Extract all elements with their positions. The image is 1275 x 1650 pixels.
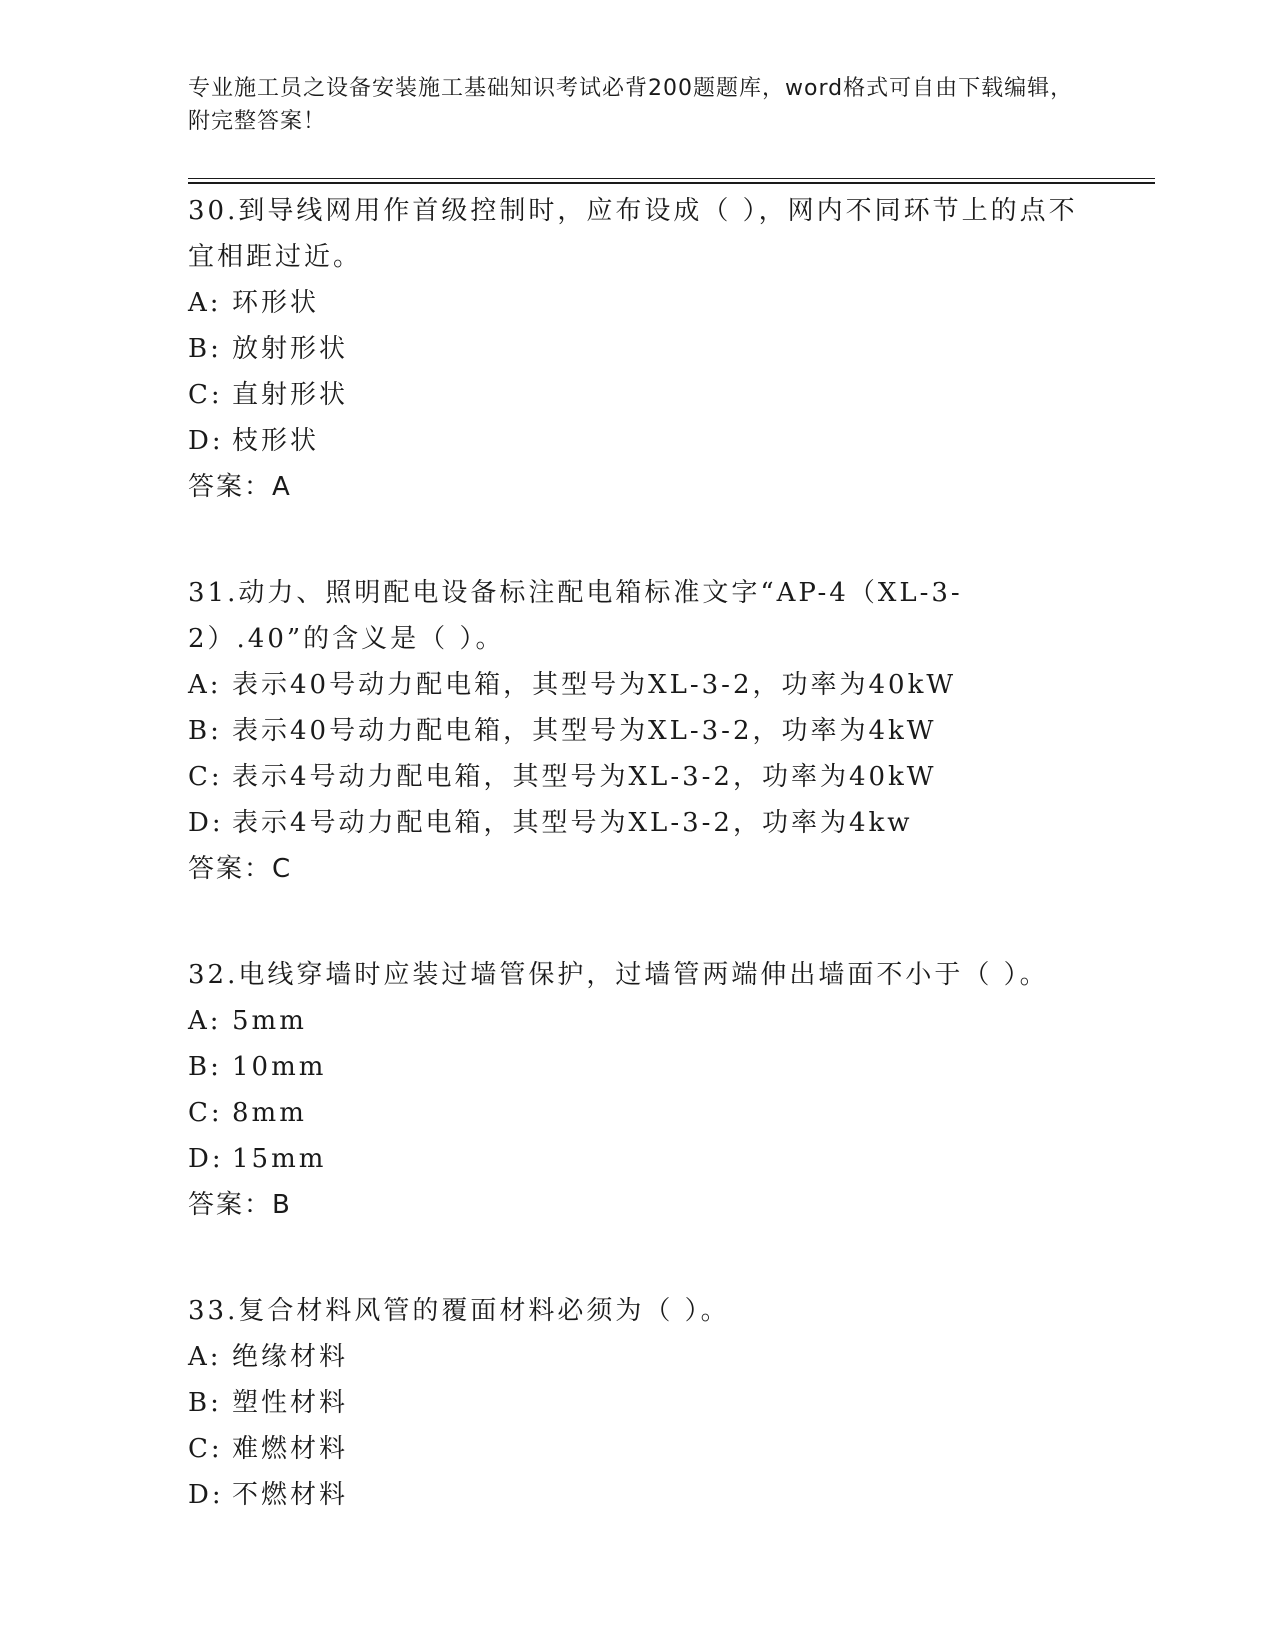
option-text: 不燃材料 (232, 1480, 349, 1510)
option-text: 8mm (232, 1098, 307, 1128)
option-text: 难燃材料 (232, 1434, 349, 1464)
question-list (188, 188, 1088, 1578)
option-d (188, 1136, 1088, 1182)
option-text: 放射形状 (232, 334, 349, 364)
answer-line: 答案：C (188, 854, 293, 884)
question-stem: 30.到导线网用作首级控制时，应布设成（ ），网内不同环节上的点不宜相距过近。 (188, 196, 1078, 272)
question-33 (188, 1288, 1088, 1518)
answer-line: 答案：B (188, 1190, 292, 1220)
option-a (188, 998, 1088, 1044)
question-31 (188, 570, 1088, 892)
option-text: 环形状 (232, 288, 320, 318)
option-letter: D: (188, 426, 224, 456)
option-letter: C: (188, 380, 223, 410)
option-d (188, 800, 1088, 846)
option-text: 表示4号动力配电箱，其型号为XL-3-2，功率为4kw (232, 808, 913, 838)
option-letter: A: (188, 670, 222, 700)
option-letter: A: (188, 1006, 222, 1036)
option-letter: B: (188, 716, 222, 746)
question-30 (188, 188, 1088, 510)
option-letter: B: (188, 334, 222, 364)
option-d (188, 418, 1088, 464)
option-text: 10mm (232, 1052, 327, 1082)
option-text: 5mm (232, 1006, 307, 1036)
option-text: 15mm (232, 1144, 327, 1174)
question-stem: 31.动力、照明配电设备标注配电箱标准文字“AP-4（XL-3-2）.40”的含义是（ ）。 (188, 578, 963, 654)
question-stem: 32.电线穿墙时应装过墙管保护，过墙管两端伸出墙面不小于（ ）。 (188, 960, 1049, 990)
option-c (188, 1426, 1088, 1472)
option-a (188, 280, 1088, 326)
question-32 (188, 952, 1088, 1228)
option-letter: A: (188, 288, 222, 318)
option-text: 塑性材料 (232, 1388, 349, 1418)
document-header: 专业施工员之设备安装施工基础知识考试必背200题题库，word格式可自由下载编辑，附完整答案！ (188, 76, 1074, 134)
option-letter: A: (188, 1342, 222, 1372)
option-letter: C: (188, 762, 223, 792)
option-letter: C: (188, 1434, 223, 1464)
option-letter: D: (188, 808, 224, 838)
option-letter: D: (188, 1480, 224, 1510)
option-letter: D: (188, 1144, 224, 1174)
header-divider-thin (188, 178, 1155, 179)
option-c (188, 372, 1088, 418)
option-b (188, 1044, 1088, 1090)
option-text: 枝形状 (232, 426, 320, 456)
answer-line: 答案：A (188, 472, 292, 502)
option-text: 表示40号动力配电箱，其型号为XL-3-2，功率为4kW (232, 716, 937, 746)
option-letter: B: (188, 1388, 222, 1418)
option-b (188, 1380, 1088, 1426)
option-letter: B: (188, 1052, 222, 1082)
option-text: 表示4号动力配电箱，其型号为XL-3-2，功率为40kW (232, 762, 937, 792)
option-b (188, 708, 1088, 754)
option-text: 直射形状 (232, 380, 349, 410)
option-text: 绝缘材料 (232, 1342, 349, 1372)
header-divider-thick (188, 182, 1155, 184)
option-d (188, 1472, 1088, 1518)
option-c (188, 754, 1088, 800)
option-b (188, 326, 1088, 372)
option-c (188, 1090, 1088, 1136)
option-letter: C: (188, 1098, 223, 1128)
question-stem: 33.复合材料风管的覆面材料必须为（ ）。 (188, 1296, 730, 1326)
option-text: 表示40号动力配电箱，其型号为XL-3-2，功率为40kW (232, 670, 957, 700)
option-a (188, 662, 1088, 708)
option-a (188, 1334, 1088, 1380)
